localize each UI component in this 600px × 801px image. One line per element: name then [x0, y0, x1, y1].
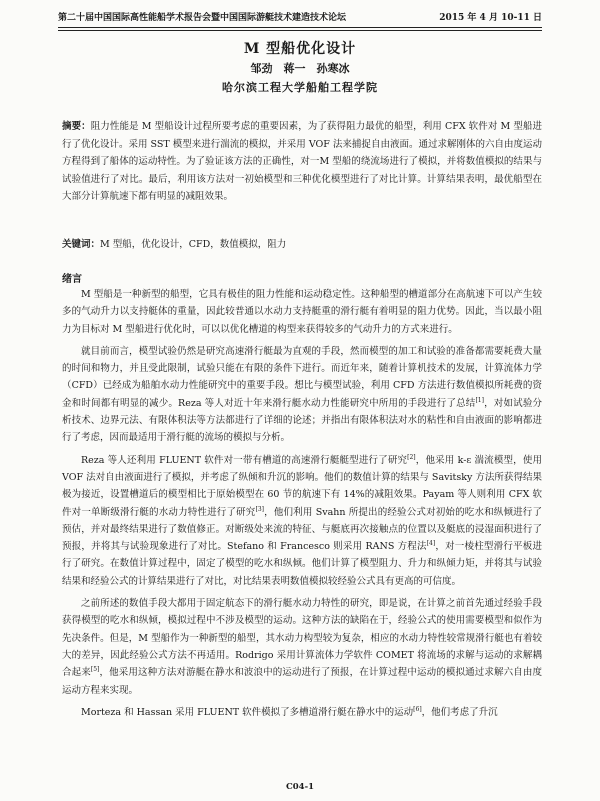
citation[interactable]: [4] — [426, 540, 436, 547]
conference-date: 2015 年 4 月 10-11 日 — [439, 13, 542, 23]
paragraph-text: ，他采用 k-ε 湍流模型，使用 VOF 法对自由液面进行了模拟，并考虑了纵倾和升沉的影响。他们的数值计算的结果与 Savitsky 方法所获得结果极为接近，设置槽道后的模型相比于原始模型在 60 节的航速下有 14%的减阻效果。Payam 等人则利用 CFX 软件对一单断级滑行艇的水动力特性进行了研究 — [62, 454, 542, 518]
paragraph — [62, 452, 542, 590]
citation[interactable]: [1] — [475, 396, 484, 404]
paragraph-text: 就目前而言，模型试验仍然是研究高速滑行艇最为直观的手段，然而模型的加工和试验的准备都需要耗费大量的时间和物力，并且受此限制，试验只能在有限的条件下进行。而近年来，随着计算机技术的发展，计算流体力学（CFD）已经成为船舶水动力性能研究中的重要手段。想比与模型试验，利用 CFD 方法进行数值模拟所耗费的资金和时间都有明显的减少。Reza 等人对近十年来滑行艇水动力性能研究中所用的手段进行了总结 — [62, 345, 542, 409]
running-header — [58, 12, 542, 28]
abstract-label: 摘要： — [62, 121, 91, 132]
citation[interactable]: [6] — [413, 705, 422, 713]
citation[interactable]: [3] — [255, 505, 264, 513]
paragraph-text: ，对一棱柱型滑行平板进行了研究。在数值计算过程中，固定了模型的吃水和纵倾。他们计算了模型阻力、升力和纵倾力矩，并将其与试验结果和经验公式的计算结果进行了对比，对比结果表明数值模拟较经验公式具有更高的可信度。 — [62, 541, 542, 587]
page-number: C04-1 — [285, 782, 315, 792]
paragraph — [62, 704, 542, 721]
paragraph-text: ，对如试验分析技术、边界元法、有限体积法等方法都进行了详细的论述；并指出有限体积法对水的粘性和自由液面的影响都进行了考虑，因而最适用于滑行艇的流场的模拟与分析。 — [62, 397, 542, 444]
paragraph-text: ，他采用这种方法对游艇在静水和波浪中的运动进行了预报，在计算过程中运动的模拟通过求解六自由度运动方程来实现。 — [62, 667, 542, 696]
paragraph — [62, 286, 542, 338]
keywords-label: 关键词： — [62, 239, 101, 250]
conference-name: 第二十届中国国际高性能船学术报告会暨中国国际游艇技术建造技术论坛 — [58, 13, 347, 23]
header-divider — [58, 30, 542, 31]
body-text — [62, 286, 542, 726]
paragraph — [62, 343, 542, 447]
paragraph-text: Morteza 和 Hassan 采用 FLUENT 软件模拟了多槽道滑行艇在静水中的运动 — [81, 706, 414, 718]
abstract — [62, 118, 542, 206]
keywords — [62, 236, 542, 253]
paragraph — [62, 595, 542, 699]
section-heading-introduction: 绪言 — [62, 274, 82, 285]
abstract-text: 阻力性能是 M 型船设计过程所要考虑的重要因素，为了获得阻力最优的船型，利用 CFX 软件对 M 型船进行了优化设计。采用 SST 模型来进行湍流的模拟，并采用 VOF 法来捕捉自由液面。通过求解刚体的六自由度运动方程得到了船体的运动特性。为了验证该方法的正确性，对一M 型船的绕流场进行了模拟，并将数值模拟的结果与试验值进行了对比。最后，利用该方法对一初始模型和三种优化模型进行了对比计算。计算结果表明，最优船型在大部分计算航速下都有明显的减阻效果。 — [62, 121, 542, 202]
keywords-text: M 型船，优化设计，CFD，数值模拟，阻力 — [100, 239, 287, 250]
paragraph-text: 之前所述的数值手段大都用于固定航态下的滑行艇水动力特性的研究，即是说，在计算之前首先通过经验手段获得模型的吃水和纵倾，模拟过程中不涉及模型的运动。这种方法的缺陷在于，经验公式的使用需要模型和似作为先决条件。但是，M 型船作为一种新型的船型，其水动力构型较为复杂，相应的水动力特性较常规滑行艇也有着较大的差异，因此经验公式方法不再适用。Rodrigo 采用计算流体力学软件 COMET 将流场的求解与运动的求解耦合起来 — [62, 598, 542, 679]
affiliation: 哈尔滨工程大学船舶工程学院 — [222, 81, 378, 94]
citation[interactable]: [2] — [407, 453, 416, 461]
paragraph-text: ，他们利用 Svahn 所提出的经验公式对初始的吃水和纵倾进行了预估，并对最终结果进行了数值修正。对断级处来流的特征、与艇底再次接触点的位置以及艇底的浸湿面积进行了预报，并将其与试验现象进行了对比。Stefano 和 Francesco 则采用 RANS 方程法 — [62, 506, 542, 553]
paper-title: M 型船优化设计 — [243, 41, 357, 57]
paragraph-text: ，他们考虑了升沉 — [421, 706, 498, 718]
citation[interactable]: [5] — [90, 666, 100, 674]
author-list: 邹劲 蒋一 孙寒冰 — [250, 62, 350, 75]
paragraph-text: Reza 等人还利用 FLUENT 软件对一带有槽道的高速滑行艇艇型进行了研究 — [81, 454, 408, 466]
paragraph-text: M 型船是一种新型的船型，它具有极佳的阻力性能和运动稳定性。这种船型的槽道部分在高航速下可以产生较多的气动升力以支持艇体的重量，因此较普通以水动力支持艇重的滑行艇有着明显的阻力优势。因此，当以最小阻力为目标对 M 型船进行优化时，可以以优化槽道的构型来获得较多的气动升力的方式来进行。 — [62, 289, 542, 335]
